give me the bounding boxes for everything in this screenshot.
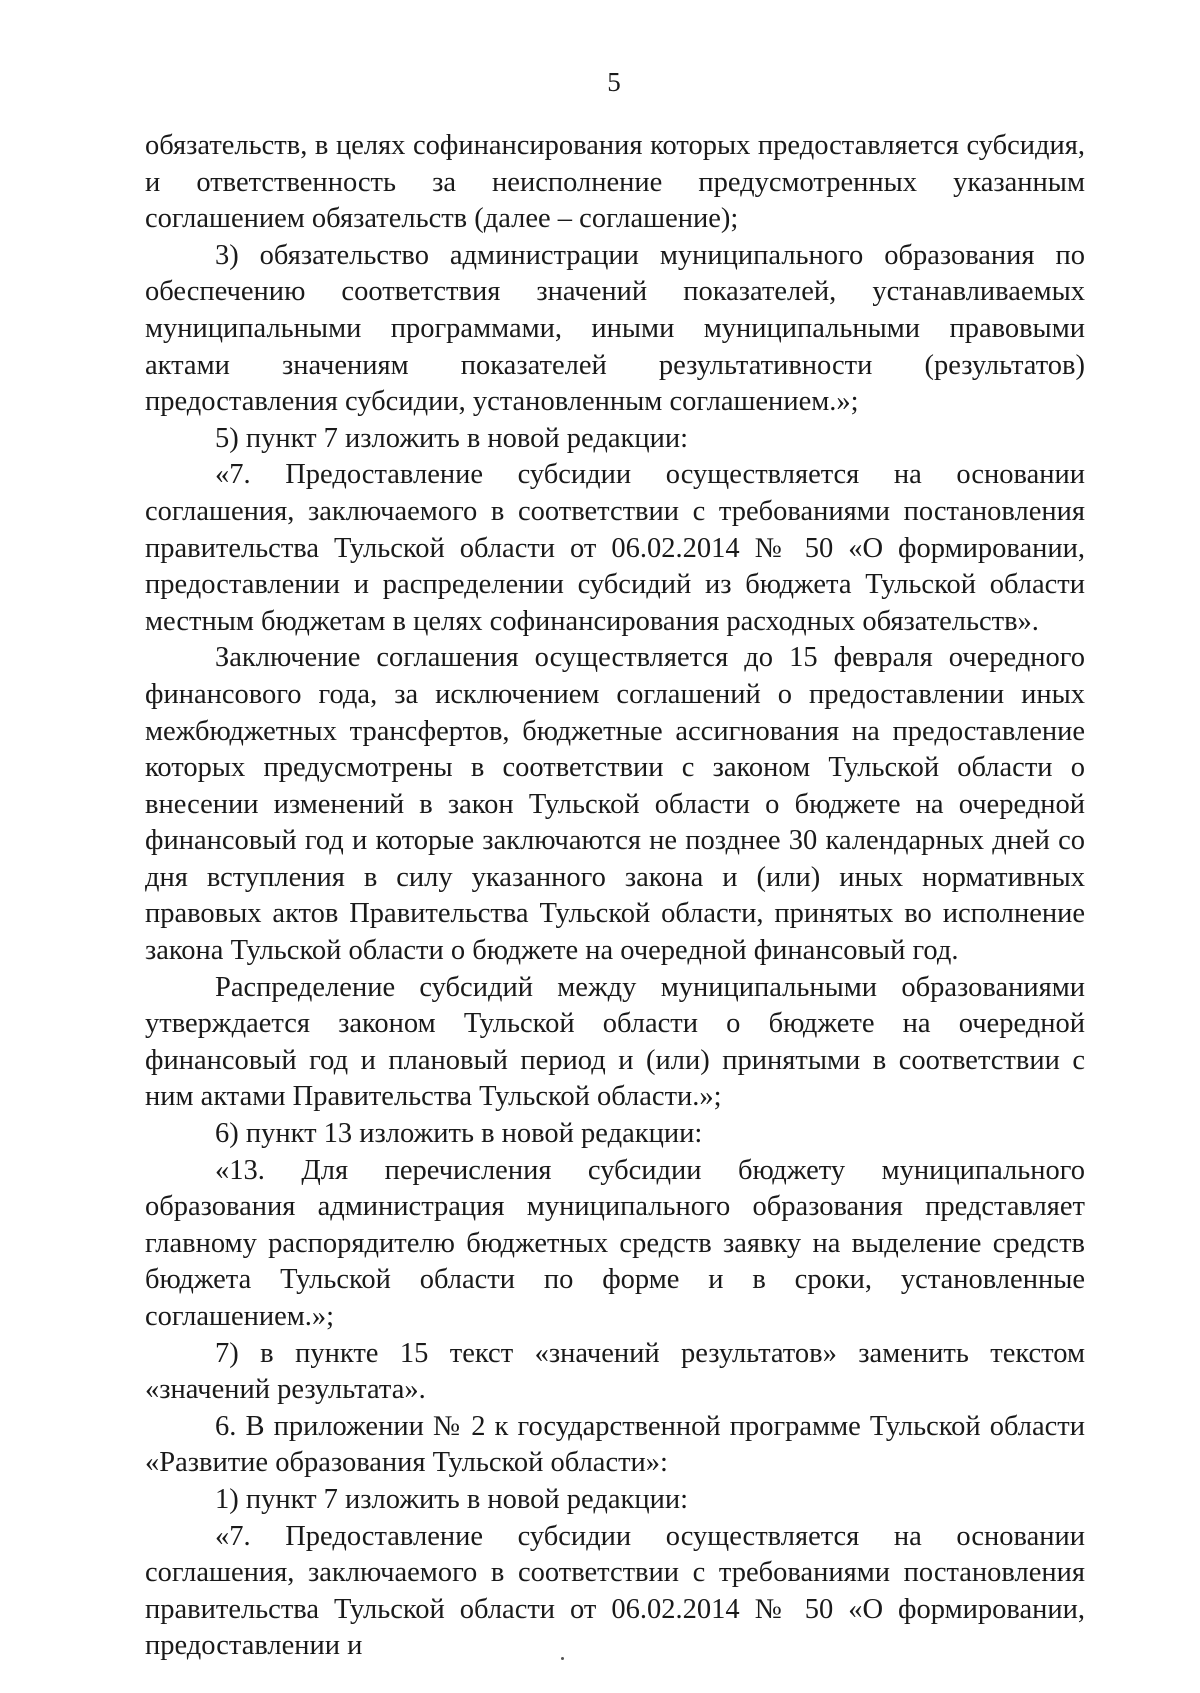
page-number: 5 [607,67,621,97]
document-body [145,128,1085,1665]
paragraph: 6. В приложении № 2 к государственной программе Тульской области «Развитие образования Тульской области»: [145,1410,1085,1479]
paragraph: «13. Для перечисления субсидии бюджету муниципального образования администрация муниципального образования представляет главному распорядителю бюджетных средств заявку на выделение средств бюджета Тульской области по форме и в сроки, установленные соглашением.»; [145,1154,1085,1332]
paragraph: «7. Предоставление субсидии осуществляется на основании соглашения, заключаемого в соответствии с требованиями постановления правительства Тульской области от 06.02.2014 № 50 «О формировании, предоставлении и распределении субсидий из бюджета Тульской области местным бюджетам в целях софинансирования расходных обязательств». [145,459,1085,637]
paragraph: 3) обязательство администрации муниципального образования по обеспечению соответствия значений показателей, устанавливаемых муниципальными программами, иными муниципальными правовыми актами значениям показателей результативности (результатов) предоставления субсидии, установленным соглашением.»; [145,239,1085,418]
paragraph: Заключение соглашения осуществляется до 15 февраля очередного финансового года, за исключением соглашений о предоставлении иных межбюджетных трансфертов, бюджетные ассигнования на предоставление которых предусмотрены в соответствии с законом Тульской области о внесении изменений в закон Тульской области о бюджете на очередной финансовый год и которые заключаются не позднее 30 календарных дней со дня вступления в силу указанного закона и (или) иных нормативных правовых актов Правительства Тульской области, принятых во исполнение закона Тульской области о бюджете на очередной финансовый год. [145,642,1085,967]
paragraph: обязательств, в целях софинансирования которых предоставляется субсидия, и ответственность за неисполнение предусмотренных указанным соглашением обязательств (далее – соглашение); [145,130,1085,235]
paragraph-continued: «7. Предоставление субсидии осуществляется на основании соглашения, заключаемого в соответствии с требованиями постановления правительства Тульской области от 06.02.2014 № 50 «О формировании, предоставлении и [145,1520,1085,1662]
scan-speck [561,1657,564,1660]
paragraph: 7) в пункте 15 текст «значений результатов» заменить текстом «значений результата». [145,1337,1085,1406]
paragraph: Распределение субсидий между муниципальными образованиями утверждается законом Тульской области о бюджете на очередной финансовый год и плановый период и (или) принятыми в соответствии с ним актами Правительства Тульской области.»; [145,971,1085,1113]
paragraph: 1) пункт 7 изложить в новой редакции: [215,1483,689,1515]
paragraph: 5) пункт 7 изложить в новой редакции: [215,422,689,454]
paragraph: 6) пункт 13 изложить в новой редакции: [215,1118,703,1150]
